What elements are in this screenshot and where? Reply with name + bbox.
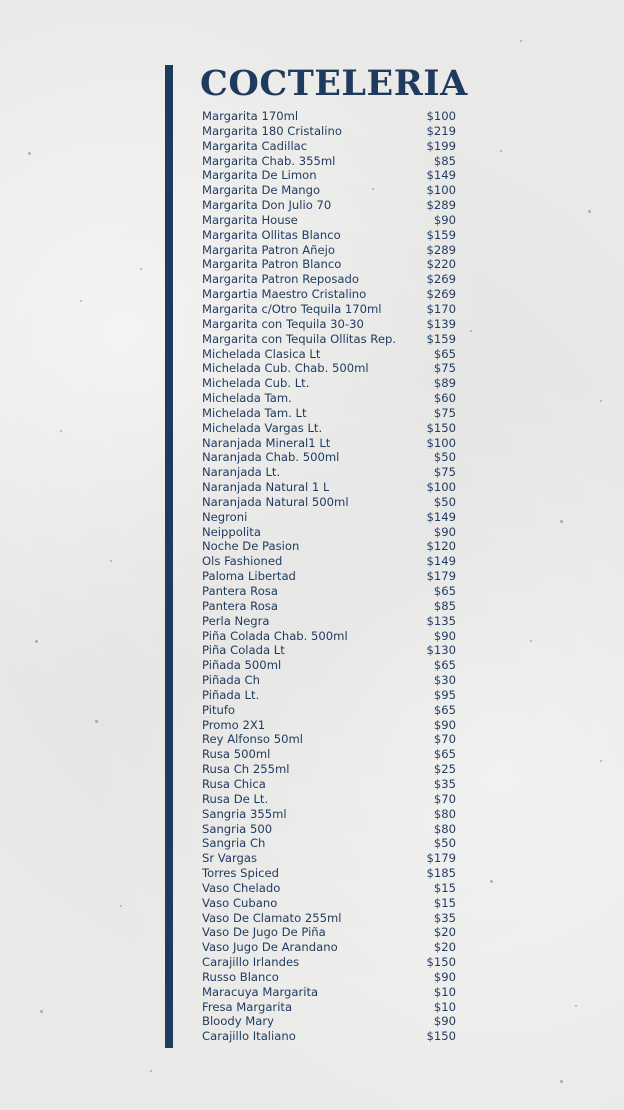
menu-item-price: $150 (426, 1029, 456, 1044)
menu-item (202, 836, 456, 851)
paper-speck (95, 720, 98, 723)
menu-item-name: Vaso Cubano (202, 895, 278, 910)
menu-item-price: $139 (426, 316, 456, 331)
menu-item (202, 554, 456, 569)
menu-item-price: $35 (433, 910, 456, 925)
menu-item-price: $10 (433, 999, 456, 1014)
menu-item (202, 450, 456, 465)
menu-item-price: $90 (433, 524, 456, 539)
menu-item-name: Rusa 500ml (202, 747, 271, 762)
menu-item (202, 584, 456, 599)
menu-item-name: Michelada Tam. Lt (202, 405, 307, 420)
menu-item (202, 154, 456, 169)
paper-speck (40, 1010, 43, 1013)
menu-item-price: $219 (426, 123, 456, 138)
menu-item (202, 391, 456, 406)
menu-item-name: Torres Spiced (202, 866, 279, 881)
menu-item-price: $50 (433, 836, 456, 851)
menu-item-price: $130 (426, 643, 456, 658)
paper-speck (150, 1070, 152, 1072)
menu-item-price: $149 (426, 509, 456, 524)
menu-item-name: Vaso De Clamato 255ml (202, 910, 342, 925)
menu-item-price: $100 (426, 183, 456, 198)
menu-item-price: $15 (433, 880, 456, 895)
menu-item (202, 881, 456, 896)
menu-item-price: $269 (426, 287, 456, 302)
menu-item-price: $65 (433, 747, 456, 762)
menu-item (202, 272, 456, 287)
menu-item (202, 436, 456, 451)
menu-item-price: $20 (433, 940, 456, 955)
menu-item-price: $179 (426, 851, 456, 866)
menu-item-price: $95 (433, 687, 456, 702)
menu-item-name: Margarita Chab. 355ml (202, 153, 336, 168)
menu-item (202, 406, 456, 421)
menu-item-name: Rusa Chica (202, 776, 266, 791)
paper-speck (140, 268, 142, 270)
menu-item-price: $75 (433, 405, 456, 420)
menu-item (202, 1029, 456, 1044)
paper-speck (600, 400, 602, 402)
menu-item (202, 510, 456, 525)
menu-item-name: Pantera Rosa (202, 584, 278, 598)
paper-speck (500, 150, 502, 152)
menu-item-name: Carajillo Irlandes (202, 955, 300, 970)
menu-item-name: Vaso Chelado (202, 880, 281, 895)
menu-item-price: $75 (433, 465, 456, 480)
menu-item-name: Margarita Cadillac (202, 138, 308, 153)
menu-item-price: $170 (426, 301, 456, 316)
paper-speck (600, 760, 602, 762)
menu-item-name: Margarita con Tequila 30-30 (202, 316, 364, 331)
paper-speck (28, 152, 31, 155)
menu-item-price: $70 (433, 791, 456, 806)
menu-item (202, 257, 456, 272)
menu-item-name: Sr Vargas (202, 851, 258, 866)
menu-item (202, 807, 456, 822)
menu-item-price: $15 (433, 895, 456, 910)
menu-item (202, 1014, 456, 1029)
menu-item (202, 347, 456, 362)
menu-item-name: Margarita con Tequila Ollitas Rep. (202, 331, 397, 346)
menu-item (202, 480, 456, 495)
menu-item-name: Noche De Pasion (202, 539, 300, 554)
accent-bar (165, 65, 173, 1048)
menu-item-price: $25 (433, 762, 456, 777)
menu-item-name: Piñada Ch (202, 673, 261, 688)
menu-item-price: $65 (433, 346, 456, 361)
menu-item-name: Michelada Tam. (202, 391, 292, 406)
menu-item-name: Maracuya Margarita (202, 984, 319, 999)
menu-item-name: Margarita De Limon (202, 168, 317, 183)
menu-item (202, 940, 456, 955)
menu-item-name: Margarita Patron Reposado (202, 272, 359, 287)
menu-item (202, 139, 456, 154)
menu-item-price: $65 (433, 584, 456, 598)
menu-item (202, 302, 456, 317)
menu-item-price: $80 (433, 806, 456, 821)
menu-item (202, 614, 456, 629)
menu-item-name: Sangria Ch (202, 836, 266, 851)
menu-item-price: $89 (433, 376, 456, 391)
menu-item-name: Piñada Lt. (202, 687, 260, 702)
menu-item-name: Carajillo Italiano (202, 1029, 296, 1044)
menu-item (202, 643, 456, 658)
menu-item (202, 228, 456, 243)
menu-item-price: $135 (426, 613, 456, 628)
menu-item-name: Naranjada Mineral1 Lt (202, 435, 331, 450)
menu-item (202, 361, 456, 376)
menu-item-price: $80 (433, 821, 456, 836)
menu-item (202, 317, 456, 332)
menu-item-name: Bloody Mary (202, 1014, 275, 1029)
menu-item-name: Neippolita (202, 524, 261, 539)
menu-item (202, 629, 456, 644)
menu-item (202, 376, 456, 391)
menu-item-price: $50 (433, 494, 456, 509)
menu-item (202, 183, 456, 198)
menu-item-name: Margarita Ollitas Blanco (202, 227, 341, 242)
menu-item-name: Margarita Patron Blanco (202, 257, 342, 272)
menu-item (202, 421, 456, 436)
menu-item-price: $30 (433, 673, 456, 688)
menu-item-price: $65 (433, 658, 456, 673)
menu-item-name: Margarita c/Otro Tequila 170ml (202, 301, 382, 316)
menu-item-price: $185 (426, 866, 456, 881)
menu-item-name: Michelada Vargas Lt. (202, 420, 323, 435)
menu-item-name: Margarita 180 Cristalino (202, 123, 342, 138)
menu-item (202, 970, 456, 985)
paper-speck (490, 880, 493, 883)
menu-item-price: $65 (433, 702, 456, 717)
menu-item (202, 866, 456, 881)
menu-item-price: $199 (426, 138, 456, 153)
paper-speck (60, 430, 62, 432)
menu-item-price: $90 (433, 212, 456, 227)
menu-item-price: $10 (433, 984, 456, 999)
menu-item-name: Piña Colada Chab. 500ml (202, 628, 348, 643)
menu-item-name: Margarita Patron Añejo (202, 242, 335, 257)
paper-speck (588, 210, 591, 213)
menu-item (202, 822, 456, 837)
menu-item (202, 985, 456, 1000)
paper-speck (530, 640, 532, 642)
menu-item (202, 495, 456, 510)
menu-item-price: $150 (426, 955, 456, 970)
menu-item-name: Rusa De Lt. (202, 791, 269, 806)
menu-item (202, 673, 456, 688)
menu-item-price: $159 (426, 227, 456, 242)
menu-item-name: Sangria 500 (202, 821, 273, 836)
menu-item-price: $289 (426, 198, 456, 213)
menu-item-price: $90 (433, 628, 456, 643)
menu-item (202, 569, 456, 584)
menu-item-name: Pitufo (202, 702, 236, 717)
menu-item-price: $289 (426, 242, 456, 257)
menu-item (202, 287, 456, 302)
menu-item-price: $149 (426, 554, 456, 569)
menu-item-name: Piña Colada Lt (202, 643, 285, 658)
menu-item-name: Ols Fashioned (202, 554, 283, 569)
menu-title: COCTELERIA (200, 63, 468, 104)
paper-speck (560, 1080, 563, 1083)
menu-item-name: Vaso Jugo De Arandano (202, 940, 338, 955)
menu-item-price: $85 (433, 153, 456, 168)
menu-item (202, 911, 456, 926)
paper-speck (80, 300, 82, 302)
menu-item (202, 762, 456, 777)
menu-item (202, 539, 456, 554)
menu-item (202, 109, 456, 124)
menu-item (202, 896, 456, 911)
menu-item (202, 525, 456, 540)
menu-item (202, 124, 456, 139)
menu-item-name: Perla Negra (202, 613, 270, 628)
menu-item-price: $75 (433, 361, 456, 376)
menu-item-name: Naranjada Lt. (202, 465, 281, 480)
menu-item-name: Naranjada Chab. 500ml (202, 450, 340, 465)
menu-item-price: $90 (433, 717, 456, 732)
menu-item-price: $220 (426, 257, 456, 272)
menu-item-price: $120 (426, 539, 456, 554)
menu-item (202, 213, 456, 228)
menu-item-price: $90 (433, 1014, 456, 1029)
paper-speck (560, 520, 563, 523)
menu-item-name: Paloma Libertad (202, 569, 296, 584)
menu-item (202, 168, 456, 183)
paper-speck (35, 640, 38, 643)
menu-item-price: $70 (433, 732, 456, 747)
menu-item-name: Vaso De Jugo De Piña (202, 925, 326, 940)
menu-item-price: $150 (426, 420, 456, 435)
paper-speck (520, 40, 522, 42)
paper-speck (120, 905, 122, 907)
menu-item-price: $85 (433, 598, 456, 613)
paper-speck (575, 1005, 577, 1007)
menu-item-price: $179 (426, 569, 456, 584)
menu-item (202, 1000, 456, 1015)
menu-item (202, 851, 456, 866)
menu-item (202, 332, 456, 347)
menu-item-price: $50 (433, 450, 456, 465)
menu-item-name: Naranjada Natural 500ml (202, 494, 349, 509)
menu-item-price: $100 (426, 109, 456, 123)
menu-item (202, 599, 456, 614)
menu-item-price: $100 (426, 435, 456, 450)
menu-item (202, 925, 456, 940)
menu-item-price: $35 (433, 776, 456, 791)
menu-item (202, 792, 456, 807)
menu-item-price: $90 (433, 969, 456, 984)
menu-item-price: $20 (433, 925, 456, 940)
menu-item (202, 658, 456, 673)
menu-item (202, 198, 456, 213)
menu-item-name: Margarita Don Julio 70 (202, 198, 332, 213)
menu-item-name: Michelada Cub. Lt. (202, 376, 310, 391)
menu-item-name: Russo Blanco (202, 969, 279, 984)
menu-item-price: $149 (426, 168, 456, 183)
menu-list (202, 109, 456, 1044)
menu-item-name: Naranjada Natural 1 L (202, 480, 330, 495)
menu-item-price: $159 (426, 331, 456, 346)
menu-item (202, 703, 456, 718)
menu-item-name: Margarita 170ml (202, 109, 299, 123)
menu-item-name: Fresa Margarita (202, 999, 293, 1014)
menu-item-name: Negroni (202, 509, 248, 524)
menu-item (202, 955, 456, 970)
paper-speck (110, 560, 112, 562)
menu-item-name: Pantera Rosa (202, 598, 278, 613)
menu-item-name: Michelada Clasica Lt (202, 346, 321, 361)
menu-item (202, 732, 456, 747)
menu-item-name: Promo 2X1 (202, 717, 266, 732)
menu-item-name: Margartia Maestro Cristalino (202, 287, 367, 302)
menu-item (202, 777, 456, 792)
paper-speck (470, 330, 472, 332)
menu-item-name: Margarita House (202, 212, 298, 227)
menu-item (202, 465, 456, 480)
menu-item-name: Michelada Cub. Chab. 500ml (202, 361, 369, 376)
menu-item (202, 747, 456, 762)
menu-item-price: $269 (426, 272, 456, 287)
menu-item-name: Margarita De Mango (202, 183, 321, 198)
menu-item-name: Rusa Ch 255ml (202, 762, 290, 777)
menu-item (202, 718, 456, 733)
menu-item (202, 688, 456, 703)
menu-item-name: Sangria 355ml (202, 806, 287, 821)
menu-item-price: $60 (433, 391, 456, 406)
menu-item-price: $100 (426, 480, 456, 495)
menu-item-name: Piñada 500ml (202, 658, 282, 673)
menu-item-name: Rey Alfonso 50ml (202, 732, 303, 747)
menu-item (202, 243, 456, 258)
